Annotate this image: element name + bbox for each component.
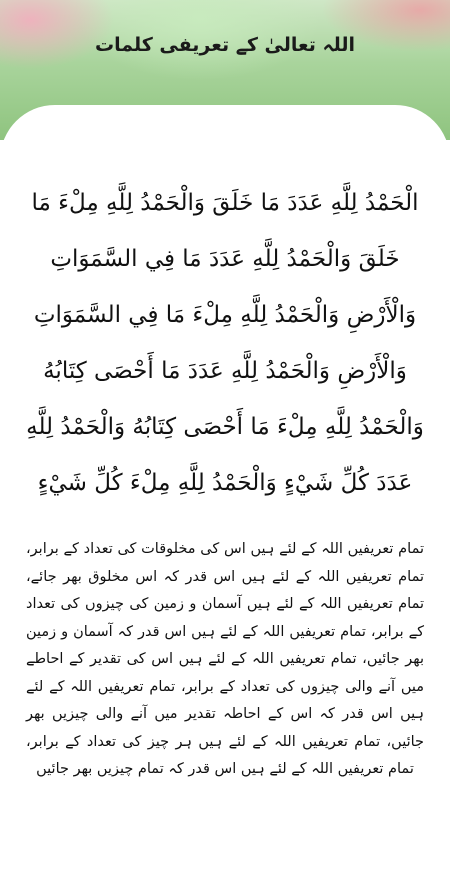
arabic-dua-text: الْحَمْدُ لِلَّهِ عَدَدَ مَا خَلَقَ وَالْحَمْدُ لِلَّهِ مِلْءَ مَا خَلَقَ وَالْحَمْدُ لِلَّهِ عَدَدَ مَا فِي السَّمَوَاتِ وَالْأَرْضِ وَالْحَمْدُ لِلَّهِ مِلْءَ مَا فِي السَّمَوَاتِ وَالْأَرْضِ وَالْحَمْدُ لِلَّهِ عَدَدَ مَا أَحْصَى كِتَابُهُ وَالْحَمْدُ لِلَّهِ مِلْءَ مَا أَحْصَى كِتَابُهُ وَالْحَمْدُ لِلَّهِ عَدَدَ كُلِّ شَيْءٍ وَالْحَمْدُ لِلَّهِ مِلْءَ كُلِّ شَيْءٍ — [26, 190, 424, 496]
page-title: اللہ تعالیٰ کے تعریفی کلمات — [94, 34, 355, 56]
urdu-translation-text: تمام تعریفیں اللہ کے لئے ہیں اس کی مخلوقات کی تعداد کے برابر، تمام تعریفیں اللہ کے لئے ہیں اس قدر کہ اس مخلوق بھر جائے، تمام تعریفیں اللہ کے لئے ہیں آسمان و زمین کی چیزوں کی تعداد کے برابر، تمام تعریفیں اللہ کے لئے ہیں اس قدر کہ آسمان و زمین بھر جائیں، تمام تعریفیں اللہ کے لئے ہیں اس کی تقدیر کے احاطے میں آنے والی چیزوں کی تعداد کے برابر، تمام تعریفیں اللہ کے لئے ہیں اس قدر کہ اس کے احاطہ تقدیر میں آنے والی چیزیں بھر جائیں، تمام تعریفیں اللہ کے لئے ہیں ہر چیز کی تعداد کے برابر، تمام تعریفیں اللہ کے لئے ہیں اس قدر کہ تمام چیزیں بھر جائیں — [26, 541, 424, 777]
